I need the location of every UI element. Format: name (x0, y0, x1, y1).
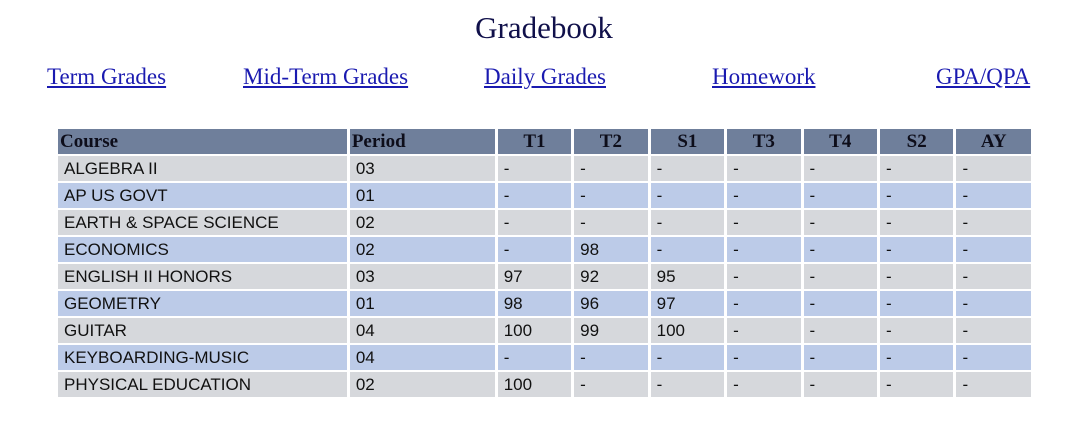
course-cell: ENGLISH II HONORS (58, 264, 347, 289)
t4-cell: - (804, 318, 877, 343)
column-header-ay: AY (956, 129, 1031, 154)
table-row (58, 156, 1031, 181)
ay-cell: - (956, 210, 1031, 235)
t2-cell: - (574, 345, 647, 370)
period-cell: 01 (350, 291, 495, 316)
t1-cell: 100 (498, 372, 571, 397)
t3-cell: - (727, 183, 800, 208)
s1-cell: 100 (651, 318, 724, 343)
t4-cell: - (804, 156, 877, 181)
nav-link-gpa-qpa[interactable]: GPA/QPA (936, 64, 1031, 89)
period-cell: 03 (350, 156, 495, 181)
t1-cell: - (498, 156, 571, 181)
t3-cell: - (727, 210, 800, 235)
t4-cell: - (804, 210, 877, 235)
t4-cell: - (804, 345, 877, 370)
t4-cell: - (804, 264, 877, 289)
t3-cell: - (727, 318, 800, 343)
t3-cell: - (727, 156, 800, 181)
t1-cell: 97 (498, 264, 571, 289)
column-header-t2: T2 (574, 129, 647, 154)
s1-cell: - (651, 210, 724, 235)
t2-cell: - (574, 156, 647, 181)
s2-cell: - (880, 156, 953, 181)
nav-link-term-grades[interactable]: Term Grades (47, 64, 167, 89)
table-header-row (58, 129, 1031, 154)
t3-cell: - (727, 264, 800, 289)
s1-cell: 95 (651, 264, 724, 289)
t4-cell: - (804, 237, 877, 262)
s1-cell: - (651, 156, 724, 181)
period-cell: 01 (350, 183, 495, 208)
t2-cell: - (574, 183, 647, 208)
period-cell: 03 (350, 264, 495, 289)
s1-cell: - (651, 183, 724, 208)
t3-cell: - (727, 372, 800, 397)
s2-cell: - (880, 345, 953, 370)
course-cell: PHYSICAL EDUCATION (58, 372, 347, 397)
table-row (58, 372, 1031, 397)
t2-cell: - (574, 210, 647, 235)
s2-cell: - (880, 237, 953, 262)
s2-cell: - (880, 291, 953, 316)
course-cell: GEOMETRY (58, 291, 347, 316)
ay-cell: - (956, 345, 1031, 370)
period-cell: 02 (350, 210, 495, 235)
ay-cell: - (956, 318, 1031, 343)
t2-cell: 98 (574, 237, 647, 262)
t1-cell: - (498, 210, 571, 235)
table-row (58, 237, 1031, 262)
t3-cell: - (727, 291, 800, 316)
column-header-s1: S1 (651, 129, 724, 154)
course-cell: EARTH & SPACE SCIENCE (58, 210, 347, 235)
s2-cell: - (880, 372, 953, 397)
column-header-t4: T4 (804, 129, 877, 154)
nav-link-daily-grades[interactable]: Daily Grades (484, 64, 606, 89)
s2-cell: - (880, 183, 953, 208)
course-cell: KEYBOARDING-MUSIC (58, 345, 347, 370)
ay-cell: - (956, 264, 1031, 289)
t4-cell: - (804, 183, 877, 208)
course-cell: GUITAR (58, 318, 347, 343)
t1-cell: - (498, 345, 571, 370)
page-title: Gradebook (475, 10, 613, 45)
table-row (58, 291, 1031, 316)
t2-cell: 96 (574, 291, 647, 316)
period-cell: 02 (350, 237, 495, 262)
table-row (58, 264, 1031, 289)
course-cell: ALGEBRA II (58, 156, 347, 181)
ay-cell: - (956, 183, 1031, 208)
t3-cell: - (727, 345, 800, 370)
t3-cell: - (727, 237, 800, 262)
course-cell: ECONOMICS (58, 237, 347, 262)
t1-cell: - (498, 183, 571, 208)
t1-cell: 98 (498, 291, 571, 316)
table-row (58, 183, 1031, 208)
ay-cell: - (956, 291, 1031, 316)
ay-cell: - (956, 156, 1031, 181)
s2-cell: - (880, 210, 953, 235)
table-row (58, 210, 1031, 235)
t2-cell: 99 (574, 318, 647, 343)
s1-cell: 97 (651, 291, 724, 316)
period-cell: 02 (350, 372, 495, 397)
nav-link-mid-term-grades[interactable]: Mid-Term Grades (243, 64, 409, 89)
ay-cell: - (956, 237, 1031, 262)
t1-cell: - (498, 237, 571, 262)
s1-cell: - (651, 372, 724, 397)
column-header-course: Course (58, 129, 347, 154)
course-cell: AP US GOVT (58, 183, 347, 208)
table-row (58, 345, 1031, 370)
nav-link-homework[interactable]: Homework (712, 64, 816, 89)
t2-cell: - (574, 372, 647, 397)
ay-cell: - (956, 372, 1031, 397)
s2-cell: - (880, 318, 953, 343)
s2-cell: - (880, 264, 953, 289)
column-header-s2: S2 (880, 129, 953, 154)
period-cell: 04 (350, 345, 495, 370)
s1-cell: - (651, 345, 724, 370)
t1-cell: 100 (498, 318, 571, 343)
s1-cell: - (651, 237, 724, 262)
period-cell: 04 (350, 318, 495, 343)
column-header-t1: T1 (498, 129, 571, 154)
table-row (58, 318, 1031, 343)
t4-cell: - (804, 291, 877, 316)
grades-table (55, 127, 1034, 399)
t4-cell: - (804, 372, 877, 397)
column-header-t3: T3 (727, 129, 800, 154)
t2-cell: 92 (574, 264, 647, 289)
column-header-period: Period (350, 129, 495, 154)
